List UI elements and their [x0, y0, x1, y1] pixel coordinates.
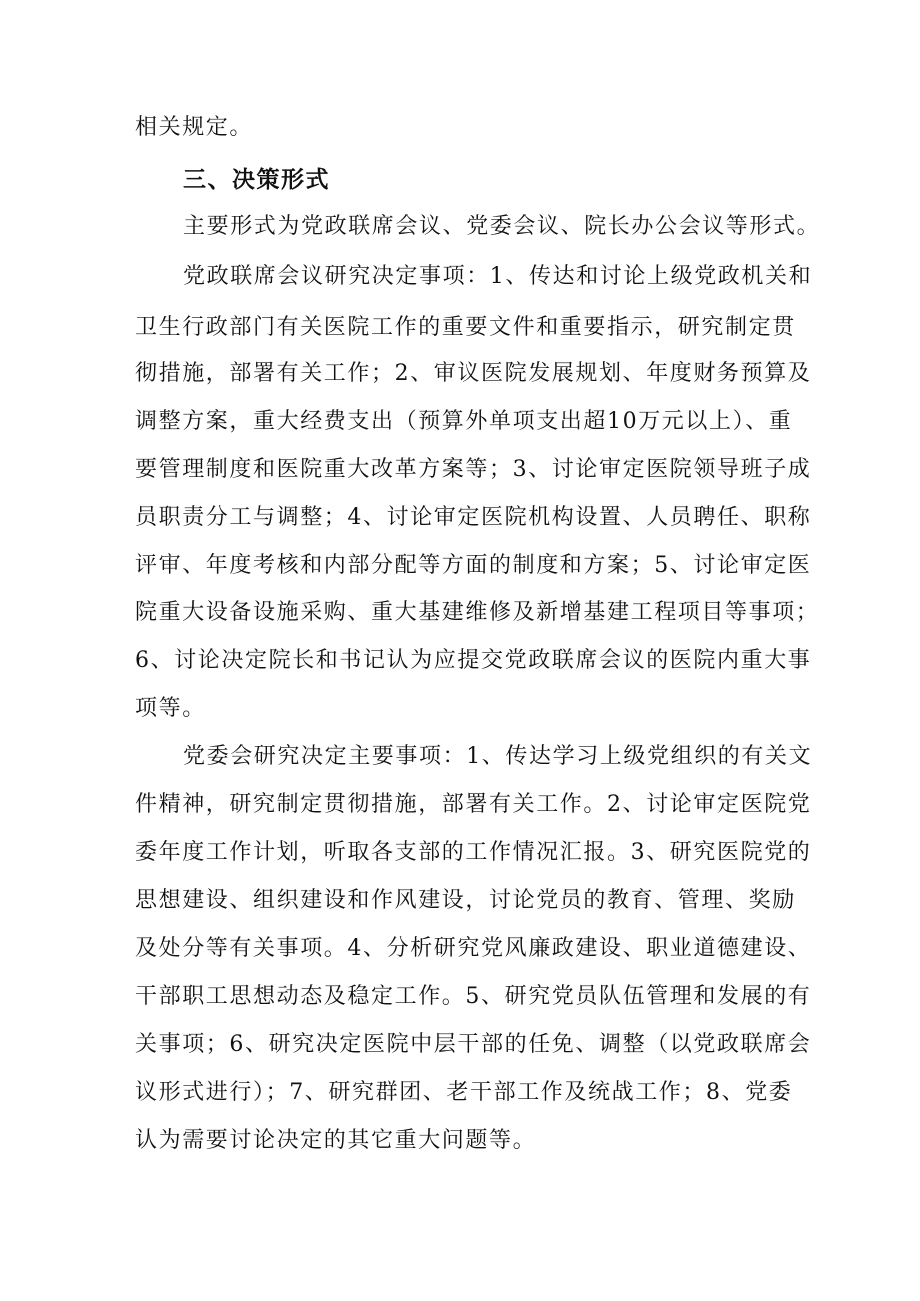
section-heading: 三、决策形式 — [183, 167, 330, 193]
text-line-11: 6、讨论决定院长和书记认为应提交党政联席会议的医院内重大事 — [135, 648, 812, 673]
text-line-19: 关事项；6、研究决定医院中层干部的任免、调整（以党政联席会 — [135, 1032, 812, 1057]
text-line-20: 议形式进行）；7、研究群团、老干部工作及统战工作；8、党委 — [135, 1080, 793, 1105]
text-line-13: 党委会研究决定主要事项：1、传达学习上级党组织的有关文 — [183, 744, 813, 769]
text-line-17: 及处分等有关事项。4、分析研究党风廉政建设、职业道德建设、 — [135, 936, 812, 961]
text-line-14: 件精神，研究制定贯彻措施，部署有关工作。2、讨论审定医院党 — [135, 792, 812, 817]
text-line-1: 相关规定。 — [135, 115, 254, 140]
text-line-5: 彻措施，部署有关工作；2、审议医院发展规划、年度财务预算及 — [135, 361, 812, 386]
text-line-8: 员职责分工与调整；4、讨论审定医院机构设置、人员聘任、职称 — [135, 505, 812, 530]
text-line-18: 干部职工思想动态及稳定工作。5、研究党员队伍管理和发展的有 — [135, 984, 812, 1009]
text-line-6: 调整方案，重大经费支出（预算外单项支出超10万元以上）、重 — [135, 409, 793, 434]
text-line-9: 评审、年度考核和内部分配等方面的制度和方案；5、讨论审定医 — [135, 553, 812, 578]
text-line-3: 党政联席会议研究决定事项：1、传达和讨论上级党政机关和 — [183, 264, 813, 289]
text-line-12: 项等。 — [135, 696, 206, 721]
text-line-4: 卫生行政部门有关医院工作的重要文件和重要指示，研究制定贯 — [135, 315, 796, 340]
text-line-10: 院重大设备设施采购、重大基建维修及新增基建工程项目等事项； — [135, 600, 820, 625]
text-line-15: 委年度工作计划，听取各支部的工作情况汇报。3、研究医院党的 — [135, 840, 812, 865]
text-line-2: 主要形式为党政联席会议、党委会议、院长办公会议等形式。 — [183, 214, 821, 239]
text-line-16: 思想建设、组织建设和作风建设，讨论党员的教育、管理、奖励 — [135, 888, 796, 913]
text-line-7: 要管理制度和医院重大改革方案等；3、讨论审定医院领导班子成 — [135, 457, 812, 482]
text-line-21: 认为需要讨论决定的其它重大问题等。 — [135, 1128, 537, 1153]
